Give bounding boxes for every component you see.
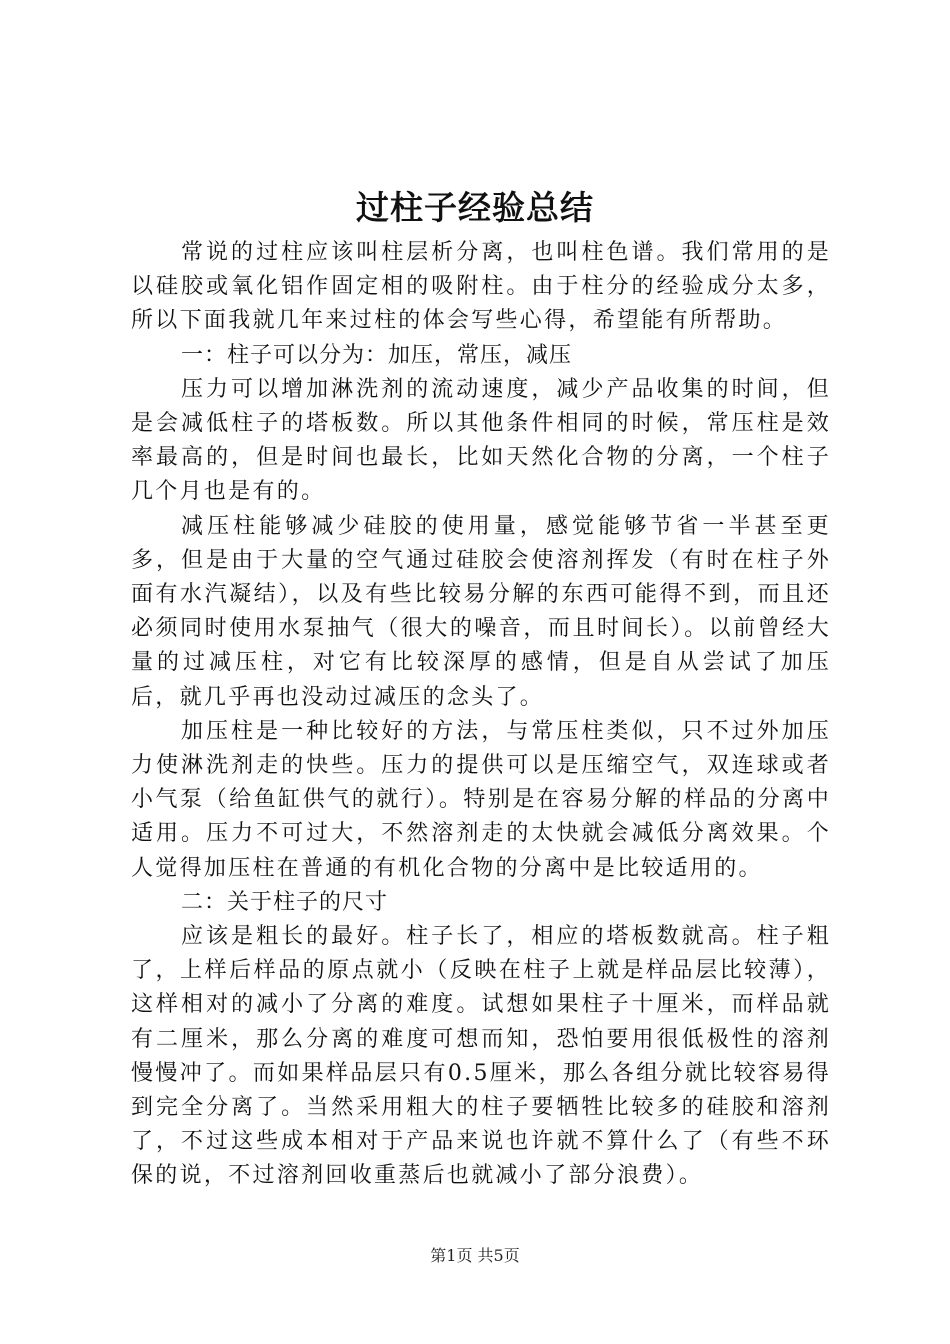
- paragraph-column-size: 应该是粗长的最好。柱子长了，相应的塔板数就高。柱子粗了，上样后样品的原点就小（反映在柱子上就是样品层比较薄），这样相对的减小了分离的难度。试想如果柱子十厘米，而样品就有二厘米，那么分离的难度可想而知，恐怕要用很低极性的溶剂慢慢冲了。而如果样品层只有0.5厘米，那么各组分就比较容易得到完全分离了。当然采用粗大的柱子要牺牲比较多的硅胶和溶剂了，不过这些成本相对于产品来说也许就不算什么了（有些不环保的说，不过溶剂回收重蒸后也就减小了部分浪费）。: [131, 924, 831, 1189]
- section-heading-column-types: 一：柱子可以分为：加压，常压，减压: [181, 342, 573, 368]
- paragraph-intro: 常说的过柱应该叫柱层析分离，也叫柱色谱。我们常用的是以硅胶或氧化铝作固定相的吸附柱。由于柱分的经验成分太多，所以下面我就几年来过柱的体会写些心得，希望能有所帮助。: [131, 240, 831, 334]
- document-body: [131, 236, 831, 1194]
- page-number-footer: 第1页 共5页: [430, 1246, 520, 1265]
- section-heading-column-size: 二：关于柱子的尺寸: [181, 889, 389, 915]
- paragraph-pressurized-column: 加压柱是一种比较好的方法，与常压柱类似，只不过外加压力使淋洗剂走的快些。压力的提供可以是压缩空气，双连球或者小气泵（给鱼缸供气的就行）。特别是在容易分解的样品的分离中适用。压力不可过大，不然溶剂走的太快就会减低分离效果。个人觉得加压柱在普通的有机化合物的分离中是比较适用的。: [131, 718, 831, 881]
- paragraph-vacuum-column: 减压柱能够减少硅胶的使用量，感觉能够节省一半甚至更多，但是由于大量的空气通过硅胶会使溶剂挥发（有时在柱子外面有水汽凝结），以及有些比较易分解的东西可能得不到，而且还必须同时使用水泵抽气（很大的噪音，而且时间长）。以前曾经大量的过减压柱，对它有比较深厚的感情，但是自从尝试了加压后，就几乎再也没动过减压的念头了。: [131, 513, 831, 710]
- paragraph-pressure: 压力可以增加淋洗剂的流动速度，减少产品收集的时间，但是会减低柱子的塔板数。所以其他条件相同的时候，常压柱是效率最高的，但是时间也最长，比如天然化合物的分离，一个柱子几个月也是有的。: [131, 376, 831, 505]
- document-title: 过柱子经验总结: [356, 188, 594, 227]
